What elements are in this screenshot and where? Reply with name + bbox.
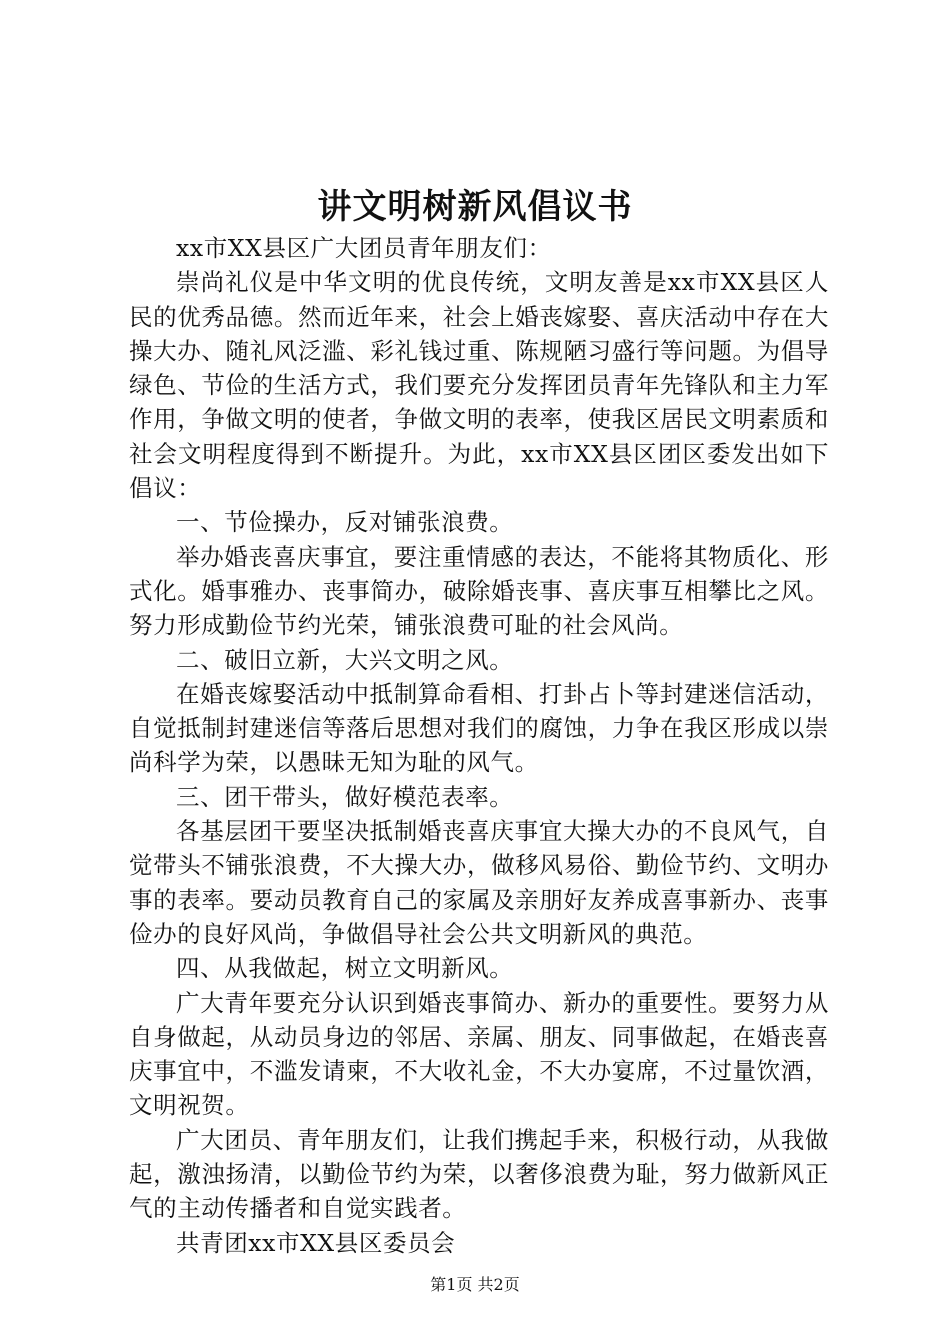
page-number-footer: 第1页 共2页 (430, 1275, 520, 1294)
section-body-1: 举办婚丧喜庆事宜，要注重情感的表达，不能将其物质化、形式化。婚事雅办、丧事简办，破除婚丧事、喜庆事互相攀比之风。努力形成勤俭节约光荣，铺张浪费可耻的社会风尚。 (129, 542, 829, 640)
section-heading-2: 二、破旧立新，大兴文明之风。 (176, 645, 514, 674)
closing-paragraph: 广大团员、青年朋友们，让我们携起手来，积极行动，从我做起，激浊扬清，以勤俭节约为荣，以奢侈浪费为耻，努力做新风正气的主动传播者和自觉实践者。 (129, 1125, 829, 1223)
section-body-4: 广大青年要充分认识到婚丧事简办、新办的重要性。要努力从自身做起，从动员身边的邻居、亲属、朋友、同事做起，在婚丧喜庆事宜中，不滥发请柬，不大收礼金，不大办宴席，不过量饮酒，文明祝贺。 (129, 988, 829, 1120)
section-body-3: 各基层团干要坚决抵制婚丧喜庆事宜大操大办的不良风气，自觉带头不铺张浪费，不大操大办，做移风易俗、勤俭节约、文明办事的表率。要动员教育自己的家属及亲朋好友养成喜事新办、丧事俭办的良好风尚，争做倡导社会公共文明新风的典范。 (129, 817, 829, 948)
signature: 共青团xx市XX县区委员会 (176, 1228, 456, 1257)
section-heading-4: 四、从我做起，树立文明新风。 (176, 954, 514, 983)
document-body (129, 231, 829, 1260)
document-title: 讲文明树新风倡议书 (317, 187, 633, 227)
section-body-2: 在婚丧嫁娶活动中抵制算命看相、打卦占卜等封建迷信活动，自觉抵制封建迷信等落后思想对我们的腐蚀，力争在我区形成以崇尚科学为荣，以愚昧无知为耻的风气。 (129, 679, 829, 777)
intro-paragraph: 崇尚礼仪是中华文明的优良传统，文明友善是xx市XX县区人民的优秀品德。然而近年来，社会上婚丧嫁娶、喜庆活动中存在大操大办、随礼风泛滥、彩礼钱过重、陈规陋习盛行等问题。为倡导绿色、节俭的生活方式，我们要充分发挥团员青年先锋队和主力军作用，争做文明的使者，争做文明的表率，使我区居民文明素质和社会文明程度得到不断提升。为此，xx市XX县区团区委发出如下倡议： (129, 268, 829, 503)
section-heading-3: 三、团干带头，做好模范表率。 (176, 782, 514, 811)
section-heading-1: 一、节俭操办，反对铺张浪费。 (176, 508, 514, 537)
salutation: xx市XX县区广大团员青年朋友们： (176, 234, 552, 262)
